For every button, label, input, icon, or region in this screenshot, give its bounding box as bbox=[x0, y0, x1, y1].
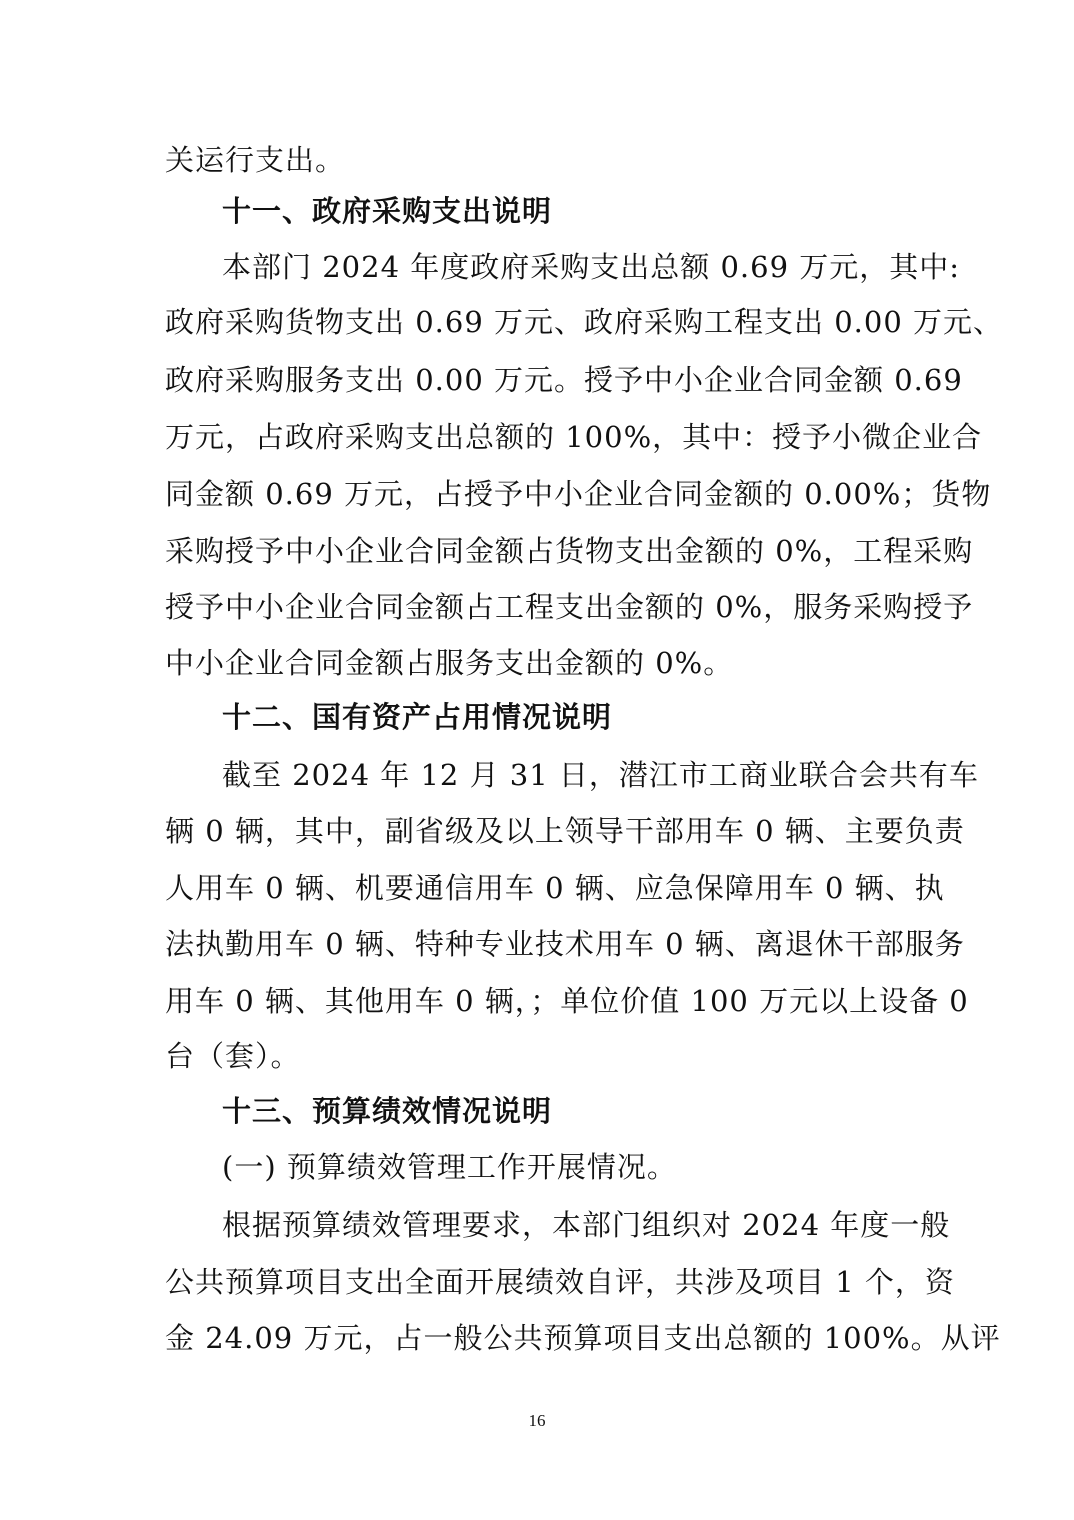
text-line: 法执勤用车 0 辆、特种专业技术用车 0 辆、离退休干部服务 bbox=[165, 927, 965, 961]
section-heading-12: 十二、国有资产占用情况说明 bbox=[222, 700, 613, 734]
text-line: 中小企业合同金额占服务支出金额的 0%。 bbox=[165, 646, 734, 680]
text-line: 人用车 0 辆、机要通信用车 0 辆、应急保障用车 0 辆、执 bbox=[165, 871, 945, 905]
text-line: 金 24.09 万元，占一般公共预算项目支出总额的 100%。从评 bbox=[165, 1321, 1001, 1355]
section-heading-13: 十三、预算绩效情况说明 bbox=[222, 1094, 553, 1128]
text-line: 同金额 0.69 万元，占授予中小企业合同金额的 0.00%；货物 bbox=[165, 477, 992, 511]
text-line: 截至 2024 年 12 月 31 日，潜江市工商业联合会共有车 bbox=[222, 758, 979, 792]
page-number: 16 bbox=[528, 1411, 546, 1430]
text-line: 政府采购服务支出 0.00 万元。授予中小企业合同金额 0.69 bbox=[165, 363, 963, 397]
text-line: 用车 0 辆、其他用车 0 辆，；单位价值 100 万元以上设备 0 bbox=[165, 984, 969, 1018]
text-line: 关运行支出。 bbox=[165, 143, 346, 177]
text-line: 辆 0 辆，其中，副省级及以上领导干部用车 0 辆、主要负责 bbox=[165, 814, 965, 848]
text-line: 公共预算项目支出全面开展绩效自评，共涉及项目 1 个，资 bbox=[165, 1265, 955, 1299]
text-line: 授予中小企业合同金额占工程支出金额的 0%，服务采购授予 bbox=[165, 590, 974, 624]
text-line: 采购授予中小企业合同金额占货物支出金额的 0%，工程采购 bbox=[165, 534, 974, 568]
text-line: 政府采购货物支出 0.69 万元、政府采购工程支出 0.00 万元、 bbox=[165, 305, 1004, 339]
text-line: 台（套）。 bbox=[165, 1039, 301, 1073]
sub-heading: (一) 预算绩效管理工作开展情况。 bbox=[222, 1150, 677, 1184]
section-heading-11: 十一、政府采购支出说明 bbox=[222, 194, 553, 228]
text-line: 根据预算绩效管理要求，本部门组织对 2024 年度一般 bbox=[222, 1208, 951, 1242]
text-line: 万元，占政府采购支出总额的 100%，其中：授予小微企业合 bbox=[165, 420, 983, 454]
text-line: 本部门 2024 年度政府采购支出总额 0.69 万元，其中: bbox=[222, 250, 961, 284]
